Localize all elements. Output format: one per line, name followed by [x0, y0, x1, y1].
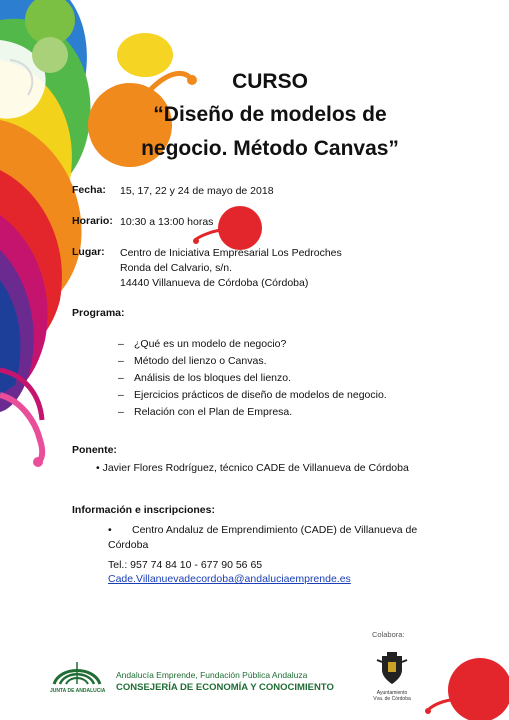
- fecha-label: Fecha:: [72, 184, 106, 196]
- programa-label: Programa:: [72, 307, 125, 319]
- programa-item: – Ejercicios prácticos de diseño de modelos de negocio.: [118, 389, 387, 401]
- lugar-line-2: Ronda del Calvario, s/n.: [120, 262, 233, 274]
- junta-label: JUNTA DE ANDALUCIA: [50, 688, 106, 694]
- ayuntamiento-label: Ayuntamiento Vva. de Córdoba: [373, 690, 411, 702]
- ponente-label: Ponente:: [72, 444, 117, 456]
- programa-item: – Relación con el Plan de Empresa.: [118, 406, 293, 418]
- programa-item: – Análisis de los bloques del lienzo.: [118, 372, 292, 384]
- ponente-item: • Javier Flores Rodríguez, técnico CADE de Villanueva de Córdoba: [96, 462, 409, 474]
- footer-org-line-2: CONSEJERÍA DE ECONOMÍA Y CONOCIMIENTO: [116, 682, 334, 693]
- title-line-2: “Diseño de modelos de: [153, 103, 387, 126]
- title-line-3: negocio. Método Canvas”: [141, 137, 399, 160]
- info-center-line-1: Centro Andaluz de Emprendimiento (CADE) de Villanueva de: [132, 524, 418, 536]
- lugar-line-1: Centro de Iniciativa Empresarial Los Pedroches: [120, 247, 342, 259]
- lugar-line-3: 14440 Villanueva de Córdoba (Córdoba): [120, 277, 309, 289]
- footer-org-line-1: Andalucía Emprende, Fundación Pública Andaluza: [116, 670, 308, 680]
- info-bullet: •: [108, 524, 112, 536]
- info-label: Información e inscripciones:: [72, 504, 215, 516]
- horario-value: 10:30 a 13:00 horas: [120, 216, 214, 228]
- colabora-label: Colabora:: [372, 630, 405, 639]
- title-line-1: CURSO: [232, 70, 308, 93]
- info-center-line-2: Córdoba: [108, 539, 149, 551]
- junta-andalucia-logo: [50, 656, 104, 688]
- programa-item: – ¿Qué es un modelo de negocio?: [118, 338, 287, 350]
- lugar-label: Lugar:: [72, 246, 105, 258]
- info-tel: Tel.: 957 74 84 10 - 677 90 56 65: [108, 559, 263, 571]
- info-email-link[interactable]: Cade.Villanuevadecordoba@andaluciaemprende.es: [108, 573, 351, 585]
- fecha-value: 15, 17, 22 y 24 de mayo de 2018: [120, 185, 274, 197]
- programa-item: – Método del lienzo o Canvas.: [118, 355, 267, 367]
- ayuntamiento-shield-icon: [376, 650, 408, 688]
- horario-label: Horario:: [72, 215, 113, 227]
